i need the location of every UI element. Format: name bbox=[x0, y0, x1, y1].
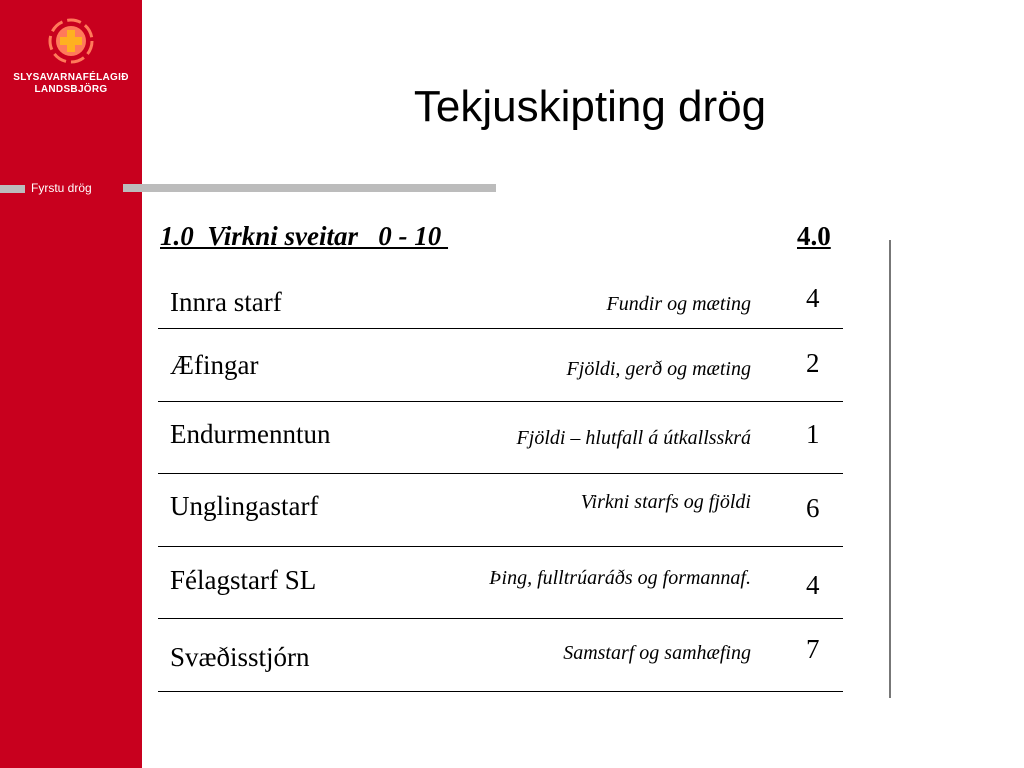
draft-bar-right bbox=[123, 184, 496, 192]
row-description: Þing, fulltrúaráðs og formannaf. bbox=[489, 567, 751, 589]
draft-bar-left bbox=[0, 185, 25, 193]
row-label: Unglingastarf bbox=[170, 491, 319, 521]
table-row bbox=[158, 328, 843, 402]
row-label: Innra starf bbox=[170, 287, 282, 317]
row-score: 6 bbox=[806, 493, 820, 523]
row-description: Fjöldi – hlutfall á útkallsskrá bbox=[516, 427, 751, 449]
vertical-divider bbox=[889, 240, 891, 698]
logo bbox=[12, 18, 130, 108]
table-row bbox=[158, 255, 843, 329]
table-row bbox=[158, 545, 843, 619]
red-cross-emblem-icon bbox=[48, 18, 94, 64]
section-score: 4.0 bbox=[797, 221, 831, 251]
row-score: 4 bbox=[806, 283, 820, 313]
draft-label: Fyrstu drög bbox=[31, 181, 92, 195]
row-label: Félagstarf SL bbox=[170, 565, 317, 595]
slide-title: Tekjuskipting drög bbox=[413, 82, 767, 131]
table-row bbox=[158, 473, 843, 547]
row-score: 4 bbox=[806, 570, 820, 600]
row-label: Svæðisstjórn bbox=[170, 642, 310, 672]
row-label: Æfingar bbox=[170, 350, 259, 380]
row-description: Samstarf og samhæfing bbox=[563, 642, 751, 664]
logo-line-1: SLYSAVARNAFÉLAGIÐ bbox=[13, 72, 129, 83]
row-description: Fjöldi, gerð og mæting bbox=[566, 358, 751, 380]
row-description: Fundir og mæting bbox=[606, 293, 751, 315]
row-label: Endurmenntun bbox=[170, 419, 331, 449]
row-score: 1 bbox=[806, 419, 820, 449]
logo-line-2: LANDSBJÖRG bbox=[34, 84, 108, 95]
row-score: 2 bbox=[806, 348, 820, 378]
section-header: 1.0 Virkni sveitar 0 - 10 bbox=[160, 221, 449, 251]
row-description: Virkni starfs og fjöldi bbox=[580, 491, 751, 513]
table-row bbox=[158, 618, 843, 692]
row-score: 7 bbox=[806, 634, 820, 664]
sidebar bbox=[0, 0, 142, 768]
table-row bbox=[158, 400, 843, 474]
